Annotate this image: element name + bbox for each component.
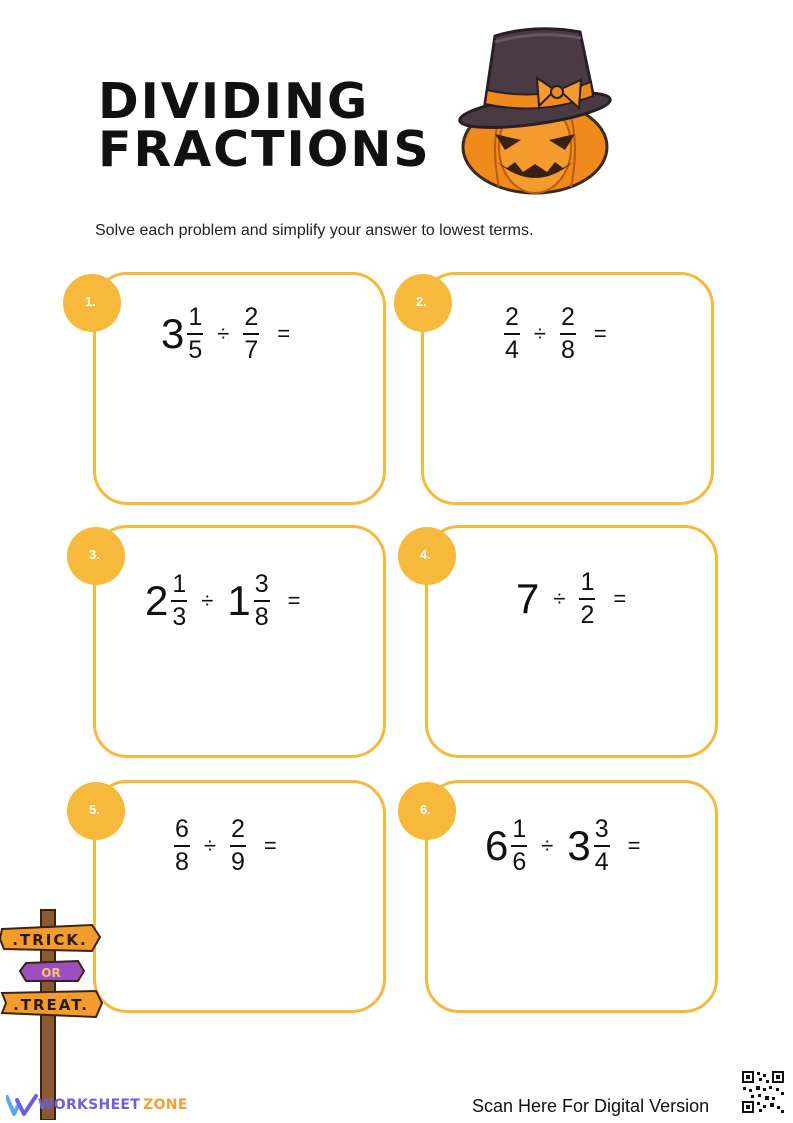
denominator: 8 [254, 603, 269, 631]
whole-part: 3 [567, 822, 591, 869]
fraction [511, 817, 527, 875]
whole-part: 3 [161, 310, 185, 357]
equals-sign: = [277, 321, 291, 346]
fraction [579, 570, 595, 628]
equals-sign: = [593, 321, 607, 346]
mixed-number [567, 817, 609, 875]
denominator: 7 [244, 336, 259, 364]
numerator: 2 [230, 815, 245, 843]
worksheet-zone-logo[interactable] [6, 1094, 188, 1116]
problem-number-badge: 4. [398, 527, 456, 585]
fraction [560, 305, 576, 363]
fraction [504, 305, 520, 363]
scan-instruction: Scan Here For Digital Version [472, 1096, 710, 1116]
denominator: 5 [188, 336, 203, 364]
numerator: 1 [188, 303, 203, 331]
denominator: 4 [505, 336, 519, 364]
problem-card-6[interactable] [425, 780, 718, 1013]
problem-expression-4 [516, 570, 626, 628]
title-line-1: DIVIDING [98, 73, 370, 130]
numerator: 1 [580, 568, 595, 596]
divide-sign: ÷ [201, 588, 214, 613]
logo-word-worksheet: WORKSHEET [38, 1097, 141, 1113]
numerator: 2 [505, 303, 519, 331]
mixed-number [227, 572, 269, 630]
numerator: 6 [175, 815, 189, 843]
divide-sign: ÷ [217, 321, 230, 346]
fraction [243, 305, 259, 363]
numerator: 1 [512, 815, 527, 843]
qr-code-icon[interactable] [741, 1070, 785, 1114]
signpost-icon [0, 905, 105, 1120]
fraction [594, 817, 610, 875]
numerator: 3 [254, 570, 269, 598]
denominator: 4 [594, 848, 609, 876]
problem-number-badge: 1. [63, 274, 121, 332]
fraction [187, 305, 203, 363]
divide-sign: ÷ [553, 586, 566, 611]
page-title [98, 73, 431, 178]
denominator: 9 [230, 848, 245, 876]
equals-sign: = [287, 588, 301, 613]
problem-card-4[interactable] [425, 525, 718, 758]
logo-w-icon [6, 1094, 38, 1116]
problem-card-3[interactable] [93, 525, 386, 758]
whole-part: 6 [485, 822, 509, 869]
sign-text-trick: .TRICK. [12, 931, 88, 949]
mixed-number [485, 817, 527, 875]
equals-sign: = [263, 833, 277, 858]
equals-sign: = [613, 586, 627, 611]
divide-sign: ÷ [541, 833, 554, 858]
problem-number-badge: 2. [394, 274, 452, 332]
whole-number: 7 [516, 575, 540, 622]
whole-part: 1 [227, 577, 251, 624]
divide-sign: ÷ [203, 833, 216, 858]
logo-word-zone: ZONE [143, 1097, 188, 1113]
equals-sign: = [627, 833, 641, 858]
problem-expression-6 [485, 817, 640, 875]
divide-sign: ÷ [533, 321, 546, 346]
sign-text-treat: .TREAT. [13, 996, 89, 1014]
numerator: 3 [594, 815, 609, 843]
mixed-number [161, 305, 203, 363]
denominator: 6 [512, 848, 527, 876]
problem-number-badge: 3. [67, 527, 125, 585]
problem-expression-2 [504, 305, 607, 363]
fraction [254, 572, 270, 630]
whole-part: 2 [145, 577, 169, 624]
instructions: Solve each problem and simplify your answer to lowest terms. [95, 222, 534, 239]
denominator: 8 [560, 336, 575, 364]
numerator: 1 [172, 570, 187, 598]
fraction [230, 817, 246, 875]
sign-text-or: OR [41, 966, 61, 980]
fraction [171, 572, 187, 630]
title-line-2: FRACTIONS [98, 121, 431, 178]
problem-expression-3 [145, 572, 300, 630]
denominator: 8 [175, 848, 189, 876]
numerator: 2 [244, 303, 259, 331]
fraction [174, 817, 190, 875]
numerator: 2 [560, 303, 575, 331]
denominator: 2 [580, 601, 595, 629]
denominator: 3 [172, 603, 187, 631]
problem-expression-1 [161, 305, 290, 363]
problem-expression-5 [174, 817, 277, 875]
pumpkin-top-hat-icon [455, 22, 615, 197]
problem-number-badge: 5. [67, 782, 125, 840]
problem-number-badge: 6. [398, 782, 456, 840]
mixed-number [145, 572, 187, 630]
